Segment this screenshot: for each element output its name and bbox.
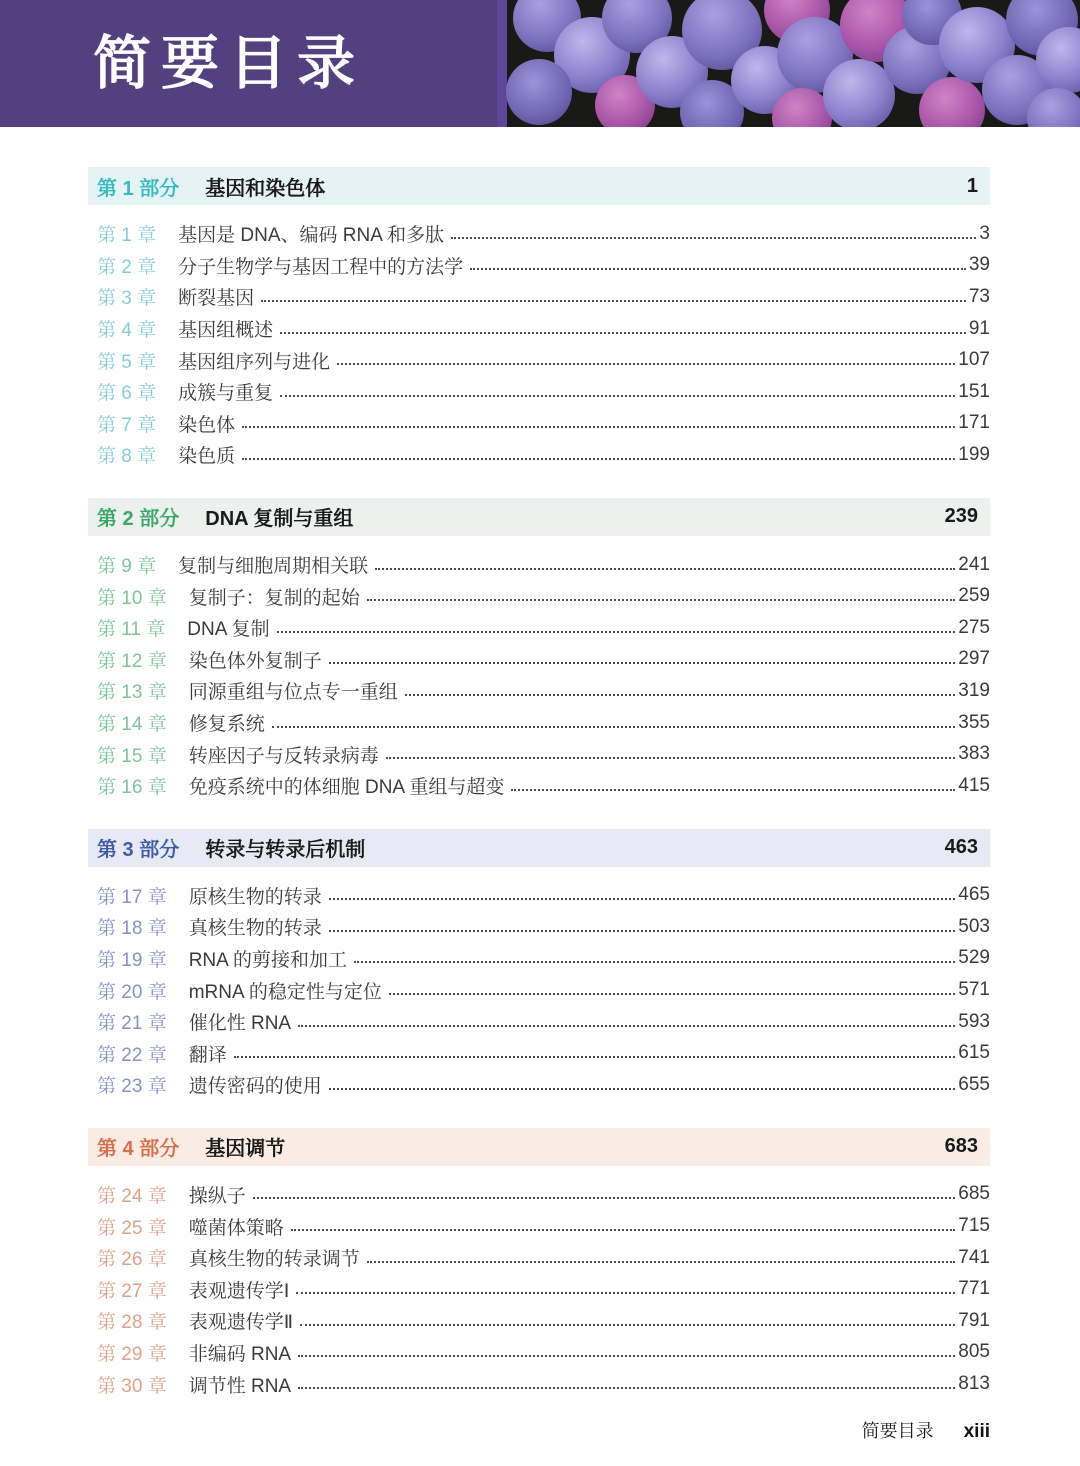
toc-chapter-row (88, 281, 990, 313)
chapter-page-number: 297 (958, 648, 990, 670)
toc-chapter-row (88, 707, 990, 739)
chapter-title: 断裂基因 (178, 288, 255, 310)
chapter-page-number: 259 (958, 585, 990, 607)
toc-chapter-row (88, 1210, 990, 1242)
chapter-label: 第 29 章 (97, 1343, 167, 1365)
chapter-title: 真核生物的转录调节 (188, 1249, 360, 1271)
dot-leader (470, 268, 966, 270)
toc-part-section (88, 829, 990, 1101)
chapter-page-number: 39 (968, 254, 990, 276)
chapter-title: 原核生物的转录 (188, 886, 322, 908)
part-title: 转录与转录后机制 (205, 839, 366, 861)
chapter-label: 第 1 章 (97, 225, 157, 247)
toc-chapter-row (88, 580, 990, 612)
toc-chapter-row (88, 250, 990, 282)
chapter-label: 第 26 章 (97, 1249, 167, 1271)
part-title: DNA 复制与重组 (205, 508, 354, 531)
chapter-page-number: 529 (958, 947, 990, 969)
toc-chapter-row (88, 770, 990, 802)
page-header (0, 0, 1080, 127)
chapter-title: 噬菌体策略 (188, 1217, 284, 1239)
chapter-title: 免疫系统中的体细胞 DNA 重组与超变 (188, 777, 505, 799)
chapter-page-number: 355 (958, 711, 990, 733)
chapter-label: 第 8 章 (97, 446, 157, 468)
chapter-list (88, 880, 990, 1101)
chapter-label: 第 20 章 (97, 981, 167, 1003)
chapter-label: 第 18 章 (97, 918, 167, 940)
dot-leader (234, 1056, 956, 1058)
chapter-title: 基因组序列与进化 (178, 351, 331, 373)
toc-chapter-row (88, 880, 990, 912)
chapter-page-number: 3 (979, 222, 990, 244)
chapter-page-number: 655 (958, 1073, 990, 1095)
dot-leader (511, 789, 955, 791)
part-page-number: 1 (966, 174, 978, 197)
chapter-title: 非编码 RNA (188, 1343, 292, 1365)
chapter-page-number: 685 (958, 1183, 990, 1205)
toc-chapter-row (88, 974, 990, 1006)
chapter-page-number: 319 (958, 679, 990, 701)
chapter-page-number: 741 (958, 1246, 990, 1268)
chapter-title: DNA 复制 (187, 619, 270, 641)
dot-leader (298, 1025, 955, 1027)
chapter-label: 第 25 章 (97, 1217, 167, 1239)
chapter-label: 第 4 章 (97, 320, 157, 342)
part-label: 第 3 部分 (97, 839, 180, 861)
chapter-title: 调节性 RNA (188, 1375, 292, 1397)
toc-chapter-row (88, 1006, 990, 1038)
toc-chapter-row (88, 1069, 990, 1101)
part-band (88, 167, 990, 205)
dot-leader (337, 363, 955, 365)
dot-leader (296, 1292, 955, 1294)
toc (0, 127, 1080, 1417)
chapter-page-number: 199 (958, 443, 990, 465)
chapter-list (88, 1179, 990, 1400)
header-title-block (0, 0, 497, 127)
toc-chapter-row (88, 1337, 990, 1369)
dot-leader (298, 1355, 955, 1357)
chapter-page-number: 813 (958, 1373, 990, 1395)
chapter-list (88, 549, 990, 802)
chapter-title: 遗传密码的使用 (188, 1076, 322, 1098)
chapter-label: 第 11 章 (97, 619, 166, 641)
dot-leader (367, 599, 956, 601)
chapter-page-number: 615 (958, 1042, 990, 1064)
chapter-title: 基因组概述 (178, 320, 274, 342)
part-label: 第 1 部分 (97, 177, 180, 200)
chapter-label: 第 16 章 (97, 777, 167, 799)
chapter-title: 表观遗传学Ⅱ (188, 1312, 294, 1334)
toc-part-section (88, 1128, 990, 1400)
chapter-label: 第 9 章 (97, 556, 157, 578)
dot-leader (280, 332, 966, 334)
chapter-label: 第 27 章 (97, 1280, 167, 1302)
chapter-label: 第 19 章 (97, 949, 167, 971)
page-title: 简要目录 (93, 30, 366, 96)
chapter-page-number: 415 (958, 774, 990, 796)
toc-chapter-row (88, 1037, 990, 1069)
chapter-page-number: 593 (958, 1010, 990, 1032)
dot-leader (291, 1229, 956, 1231)
part-band (88, 1128, 990, 1166)
chapter-label: 第 30 章 (97, 1375, 167, 1397)
part-title: 基因和染色体 (205, 177, 326, 200)
chapter-label: 第 21 章 (97, 1013, 167, 1035)
dot-leader (329, 898, 956, 900)
chapter-label: 第 13 章 (97, 682, 167, 704)
toc-chapter-row (88, 1273, 990, 1305)
toc-chapter-row (88, 738, 990, 770)
chapter-page-number: 275 (958, 616, 990, 638)
chapter-title: 修复系统 (188, 714, 265, 736)
chapter-title: 染色体 (178, 414, 236, 436)
part-band (88, 498, 990, 536)
part-band (88, 829, 990, 867)
chapter-title: 复制子：复制的起始 (188, 587, 360, 609)
chapter-title: 表观遗传学Ⅰ (188, 1280, 290, 1302)
toc-chapter-row (88, 911, 990, 943)
chapter-label: 第 14 章 (97, 714, 167, 736)
dot-leader (375, 568, 955, 570)
dot-leader (298, 1387, 955, 1389)
part-page-number: 239 (944, 505, 978, 528)
chapter-page-number: 241 (958, 553, 990, 575)
chapter-page-number: 73 (968, 285, 990, 307)
dot-leader (329, 1088, 956, 1090)
chapter-page-number: 571 (958, 979, 990, 1001)
chapter-page-number: 771 (958, 1278, 990, 1300)
dot-leader (280, 395, 955, 397)
dot-leader (329, 930, 956, 932)
chapter-label: 第 28 章 (97, 1312, 167, 1334)
chapter-title: 基因是 DNA、编码 RNA 和多肽 (178, 225, 445, 247)
chapter-title: 染色体外复制子 (188, 650, 322, 672)
dot-leader (389, 993, 955, 995)
dot-leader (386, 757, 956, 759)
chapter-page-number: 107 (958, 349, 990, 371)
chapter-page-number: 503 (958, 915, 990, 937)
dot-leader (405, 694, 956, 696)
toc-chapter-row (88, 376, 990, 408)
toc-chapter-row (88, 675, 990, 707)
toc-chapter-row (88, 344, 990, 376)
chapter-page-number: 715 (958, 1215, 990, 1237)
toc-chapter-row (88, 218, 990, 250)
chapter-label: 第 5 章 (97, 351, 157, 373)
toc-chapter-row (88, 1305, 990, 1337)
chapter-label: 第 17 章 (97, 886, 167, 908)
page-footer (0, 1417, 1080, 1466)
chapter-label: 第 15 章 (97, 745, 167, 767)
part-page-number: 463 (944, 836, 978, 858)
toc-chapter-row (88, 644, 990, 676)
dot-leader (277, 631, 956, 633)
chapter-title: 翻译 (188, 1044, 227, 1066)
chapter-title: 成簇与重复 (178, 383, 274, 405)
chapter-label: 第 10 章 (97, 587, 167, 609)
toc-chapter-row (88, 612, 990, 644)
part-label: 第 4 部分 (97, 1138, 180, 1161)
dot-leader (451, 237, 976, 239)
chapter-page-number: 91 (968, 317, 990, 339)
chapter-title: mRNA 的稳定性与定位 (188, 981, 382, 1003)
toc-chapter-row (88, 1179, 990, 1211)
part-page-number: 683 (944, 1135, 978, 1158)
chapter-page-number: 383 (958, 743, 990, 765)
chapter-label: 第 3 章 (97, 288, 157, 310)
toc-chapter-row (88, 1368, 990, 1400)
chapter-label: 第 24 章 (97, 1185, 167, 1207)
chapter-page-number: 791 (958, 1309, 990, 1331)
dot-leader (354, 961, 955, 963)
dot-leader (272, 726, 956, 728)
toc-part-section (88, 498, 990, 802)
toc-chapter-row (88, 549, 990, 581)
toc-chapter-row (88, 943, 990, 975)
chapter-page-number: 151 (958, 380, 990, 402)
chapter-label: 第 23 章 (97, 1076, 167, 1098)
dot-leader (253, 1197, 956, 1199)
toc-chapter-row (88, 1242, 990, 1274)
part-label: 第 2 部分 (97, 508, 180, 531)
dot-leader (367, 1261, 956, 1263)
chapter-page-number: 805 (958, 1341, 990, 1363)
footer-page-number: xiii (963, 1420, 990, 1442)
toc-chapter-row (88, 408, 990, 440)
chapter-title: 复制与细胞周期相关联 (178, 556, 369, 578)
toc-chapter-row (88, 439, 990, 471)
toc-chapter-row (88, 313, 990, 345)
dot-leader (242, 426, 955, 428)
chapter-title: 分子生物学与基因工程中的方法学 (178, 256, 464, 278)
part-title: 基因调节 (205, 1138, 286, 1161)
chapter-title: 染色质 (178, 446, 236, 468)
chapter-title: 催化性 RNA (188, 1013, 292, 1035)
footer-section-label: 简要目录 (861, 1420, 934, 1441)
chapter-label: 第 22 章 (97, 1044, 167, 1066)
chapter-label: 第 6 章 (97, 383, 157, 405)
chapter-page-number: 465 (958, 884, 990, 906)
chapter-title: 同源重组与位点专一重组 (188, 682, 398, 704)
toc-part-section (88, 167, 990, 471)
chapter-title: 真核生物的转录 (188, 918, 322, 940)
chapter-label: 第 12 章 (97, 650, 167, 672)
chapter-list (88, 218, 990, 471)
bacteria-cocci-photo (497, 0, 1080, 127)
chapter-title: 操纵子 (188, 1185, 246, 1207)
dot-leader (300, 1324, 955, 1326)
chapter-label: 第 2 章 (97, 256, 157, 278)
chapter-label: 第 7 章 (97, 414, 157, 436)
chapter-page-number: 171 (958, 412, 990, 434)
chapter-title: 转座因子与反转录病毒 (188, 745, 379, 767)
dot-leader (329, 662, 956, 664)
chapter-title: RNA 的剪接和加工 (188, 949, 348, 971)
dot-leader (261, 300, 966, 302)
dot-leader (242, 458, 955, 460)
